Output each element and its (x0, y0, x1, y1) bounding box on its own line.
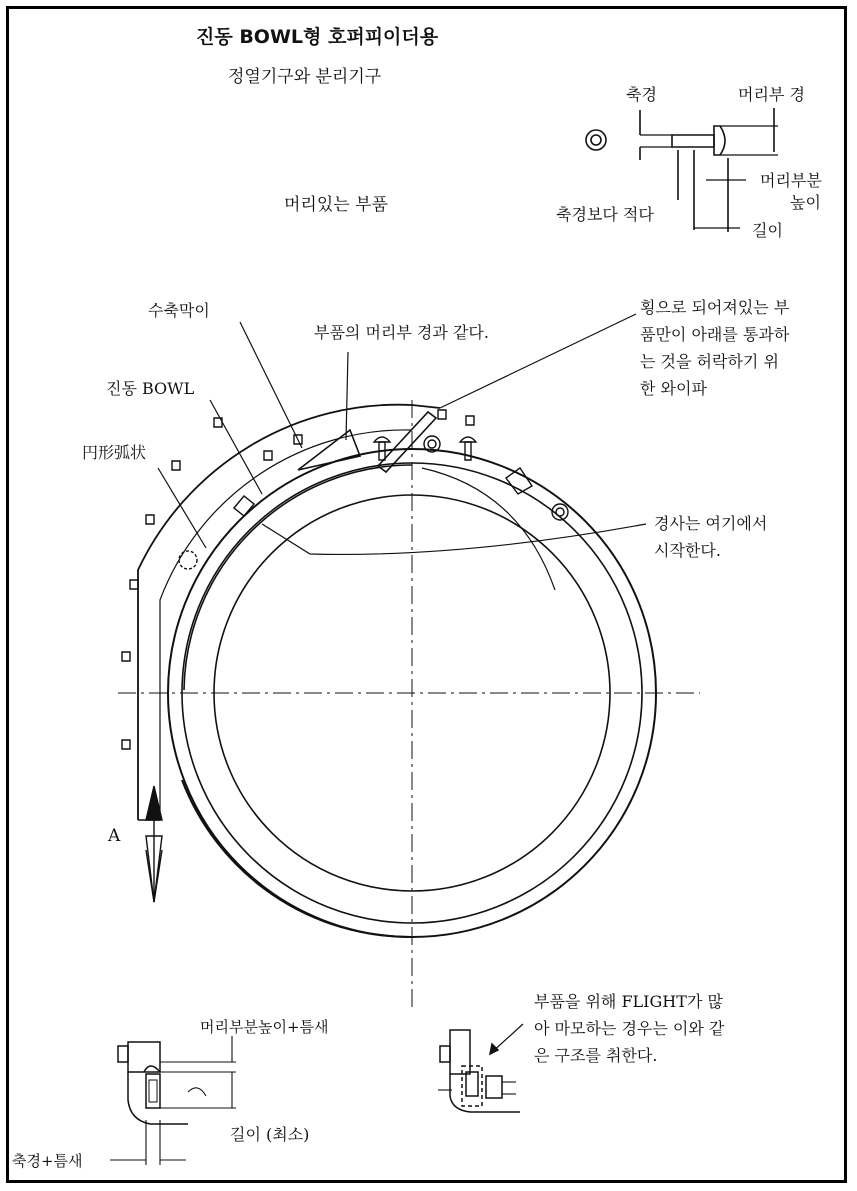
part-end-view-outer (586, 130, 606, 150)
label-head-height-1: 머리부분 (760, 171, 822, 190)
ledge-bolts (122, 410, 474, 749)
bottom-left-section (110, 1036, 236, 1165)
vibration-bowl-drawing (118, 314, 700, 1010)
label-slope-note: 경사는 여기에서 시작한다. (654, 514, 768, 560)
label-length: 길이 (752, 221, 783, 240)
leader-slope (262, 524, 646, 554)
label-shaft-plus-gap: 축경+틈새 (12, 1152, 83, 1170)
part-head (714, 126, 725, 155)
leader-lines (158, 314, 646, 554)
part-end-view-inner (591, 135, 601, 145)
leader-vibration-bowl (210, 400, 262, 494)
label-wiper-note: 횡으로 되어져있는 부 품만이 아래를 통과하 는 것을 허락하기 위 한 와이파 (640, 298, 790, 398)
label-smaller-than-shaft: 축경보다 적다 (556, 205, 654, 224)
label-arc-shape: 円形弧状 (82, 443, 147, 462)
slope-start-curve (422, 468, 555, 590)
label-shaft-diameter: 축경 (626, 85, 657, 104)
bottom-right-section (438, 1024, 523, 1112)
label-water-stop: 수축막이 (148, 301, 210, 320)
label-vibration-bowl: 진동 BOWL (106, 379, 195, 398)
label-head-height-plus-gap: 머리부분높이+틈새 (200, 1018, 329, 1036)
leader-head-diameter (346, 352, 348, 440)
part-shaft (672, 135, 714, 147)
label-head-diameter: 머리부 경 (738, 85, 805, 104)
label-length-min: 길이 (최소) (230, 1125, 310, 1144)
label-same-as-head: 부품의 머리부 경과 같다. (314, 323, 489, 342)
label-part-with-head: 머리있는 부품 (284, 195, 388, 215)
parts-on-track (179, 436, 568, 569)
label-view-a: A (108, 826, 121, 846)
flight-ledge-outer (138, 405, 440, 820)
label-flight-note: 부품을 위해 FLIGHT가 많 아 마모하는 경우는 이와 같 은 구조를 취한다. (534, 992, 725, 1065)
label-head-height-2: 높이 (790, 193, 821, 212)
spiral-track-outer (168, 449, 412, 693)
drawing-title: 진동 BOWL형 호퍼피이더용 (196, 26, 439, 48)
flight-ledge-inner (160, 430, 412, 820)
drawing-subtitle: 정열기구와 분리기구 (228, 67, 382, 87)
leader-water-stop (240, 322, 302, 448)
leader-arc-shape (158, 468, 206, 548)
bowl-lower-rim (182, 780, 412, 937)
